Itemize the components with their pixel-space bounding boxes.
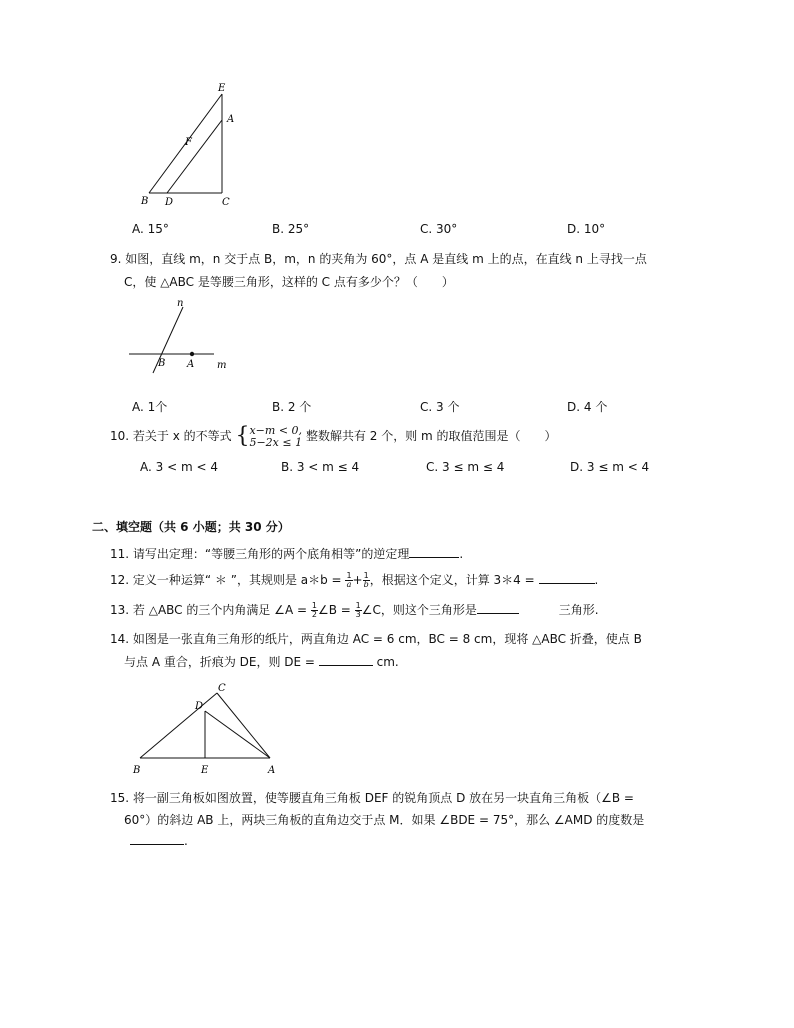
q12-post: ，根据这个定义，计算 3＊4 =	[369, 573, 535, 587]
q10-option-d: D. 3 ≤ m < 4	[570, 460, 650, 474]
inequality-1: x−m < 0,	[249, 423, 303, 437]
q14-line2-text: 与点 A 重合，折痕为 DE，则 DE =	[124, 655, 315, 669]
label-A: A	[268, 765, 276, 776]
fraction-1-over-a: $\frac{1}{a}$	[346, 571, 352, 589]
label-C: C	[218, 683, 226, 694]
q8-option-d: D. 10°	[567, 222, 606, 236]
label-n: n	[177, 298, 184, 309]
label-D: D	[165, 197, 174, 208]
label-D: D	[195, 701, 204, 712]
q10-prefix: 10. 若关于 x 的不等式	[110, 429, 232, 443]
q12-end: .	[594, 573, 599, 587]
fraction-1-over-b: $\frac{1}{b}$	[363, 571, 369, 589]
figure-q9	[125, 295, 240, 380]
q10-option-a: A. 3 < m < 4	[140, 460, 218, 474]
q13-answer-blank[interactable]	[477, 602, 519, 614]
q14-answer-blank[interactable]	[319, 654, 373, 666]
q15-line3	[130, 833, 188, 848]
q8-option-c: C. 30°	[420, 222, 458, 236]
inequality-system	[249, 425, 302, 449]
q12	[110, 568, 598, 592]
point-A	[190, 352, 194, 356]
fraction-1-over-3: $\frac{1}{3}$	[355, 601, 361, 619]
q9-option-d: D. 4 个	[567, 400, 608, 414]
fraction-1-over-2: $\frac{1}{2}$	[311, 601, 317, 619]
label-m: m	[217, 360, 227, 371]
q10-option-b: B. 3 < m ≤ 4	[281, 460, 360, 474]
label-C: C	[222, 197, 230, 208]
q15-end: .	[184, 834, 188, 848]
q10-suffix: 整数解共有 2 个，则 m 的取值范围是（ ）	[305, 429, 557, 443]
q11	[110, 545, 463, 562]
q9-option-b: B. 2 个	[272, 400, 312, 414]
figure-q8	[135, 80, 245, 208]
q14-unit: cm.	[376, 655, 399, 669]
q14-line1: 14. 如图是一张直角三角形的纸片，两直角边 AC = 6 cm，BC = 8 cm，现将 △ABC 折叠，使点 B	[110, 632, 642, 646]
figure-q14	[125, 678, 285, 780]
q15-answer-blank[interactable]	[130, 833, 184, 845]
q8-option-a: A. 15°	[132, 222, 169, 236]
q13-end: 三角形.	[558, 603, 599, 617]
label-F: F	[185, 137, 192, 148]
q11-end: .	[459, 547, 464, 561]
q8-option-b: B. 25°	[272, 222, 310, 236]
q13-mid: ∠B =	[317, 603, 355, 617]
q12-plus: +	[352, 573, 363, 587]
q13-pre: 13. 若 △ABC 的三个内角满足 ∠A =	[110, 603, 311, 617]
system-brace: {	[235, 423, 250, 449]
label-B: B	[141, 196, 149, 207]
q10-option-c: C. 3 ≤ m ≤ 4	[426, 460, 505, 474]
q11-text: 11. 请写出定理：“等腰三角形的两个底角相等”的逆定理	[110, 547, 410, 561]
inequality-2: 5−2x ≤ 1	[249, 435, 303, 449]
q15-line2: 60°）的斜边 AB 上，两块三角板的直角边交于点 M．如果 ∠BDE = 75°，那么 ∠AMD 的度数是	[124, 813, 645, 827]
label-B: B	[158, 358, 166, 369]
label-E: E	[218, 83, 226, 94]
q11-answer-blank[interactable]	[409, 546, 459, 558]
q14-line2	[124, 653, 399, 670]
label-A: A	[227, 114, 235, 125]
label-E: E	[201, 765, 209, 776]
q9-line1: 9. 如图，直线 m，n 交于点 B，m，n 的夹角为 60°，点 A 是直线 m 上的点，在直线 n 上寻找一点	[110, 252, 647, 266]
q9-option-c: C. 3 个	[420, 400, 460, 414]
q12-answer-blank[interactable]	[539, 572, 595, 584]
q9-option-a: A. 1个	[132, 400, 168, 414]
q12-pre: 12. 定义一种运算“ ＊ ”，其规则是 a＊b =	[110, 573, 346, 587]
label-B: B	[133, 765, 141, 776]
q15-line1: 15. 将一副三角板如图放置，使等腰直角三角板 DEF 的锐角顶点 D 放在另一块直角三角板（∠B =	[110, 791, 634, 805]
q9-line2: C，使 △ABC 是等腰三角形，这样的 C 点有多少个？（ ）	[124, 275, 454, 289]
q10-stem	[110, 422, 557, 450]
section-title: 二、填空题（共 6 小题；共 30 分）	[92, 520, 290, 534]
label-A: A	[187, 359, 195, 370]
q13-post: ∠C，则这个三角形是	[361, 603, 477, 617]
q13	[110, 598, 599, 622]
